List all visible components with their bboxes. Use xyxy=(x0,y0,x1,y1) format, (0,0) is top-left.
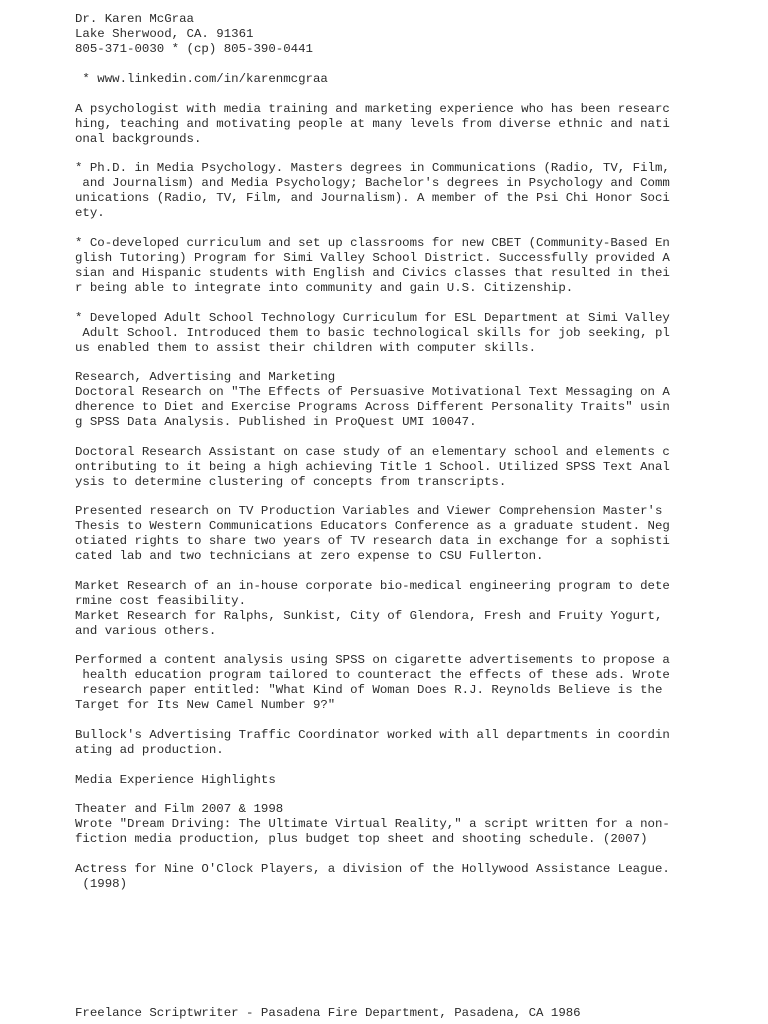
linkedin-line: * www.linkedin.com/in/karenmcgraa xyxy=(75,72,328,86)
summary-paragraph: A psychologist with media training and marketing experience who has been researc hing, teaching and motivating people at many levels from diverse ethnic and nati onal backgrounds. xyxy=(75,102,670,146)
freelance-line: Freelance Scriptwriter - Pasadena Fire Department, Pasadena, CA 1986 xyxy=(75,1006,581,1020)
theater-film-paragraph: Theater and Film 2007 & 1998 Wrote "Dream Driving: The Ultimate Virtual Reality," a script written for a non- fiction media production, plus budget top sheet and shooting schedule. (2007) xyxy=(75,802,670,846)
market-research-paragraph: Market Research of an in-house corporate bio-medical engineering program to dete rmine cost feasibility. Market Research for Ralphs, Sunkist, City of Glendora, Fresh and Fruity Yogurt, and various others. xyxy=(75,579,670,638)
esl-bullet: * Developed Adult School Technology Curriculum for ESL Department at Simi Valley Adult School. Introduced them to basic technological skills for job seeking, pl us enabled them to assist their children with computer skills. xyxy=(75,311,670,355)
content-analysis-paragraph: Performed a content analysis using SPSS on cigarette advertisements to propose a health education program tailored to counteract the effects of these ads. Wrote research paper entitled: "What Kind of Woman Does R.J. Reynolds Believe is the Target for Its New Camel Number 9?" xyxy=(75,653,670,712)
research-assistant-paragraph: Doctoral Research Assistant on case study of an elementary school and elements c ontributing to it being a high achieving Title 1 School. Utilized SPSS Text Anal ysis to determine clustering of concepts from transcripts. xyxy=(75,445,670,489)
cbet-bullet: * Co-developed curriculum and set up classrooms for new CBET (Community-Based En glish Tutoring) Program for Simi Valley School District. Successfully provided A sian and Hispanic students with English and Civics classes that resulted in thei r being able to integrate into community and gain U.S. Citizenship. xyxy=(75,236,670,295)
tv-research-paragraph: Presented research on TV Production Variables and Viewer Comprehension Master's Thesis to Western Communications Educators Conference as a graduate student. Neg otiated rights to share two years of TV research data in exchange for a sophisti cated lab and two technicians at zero expense to CSU Fullerton. xyxy=(75,504,670,563)
actress-paragraph: Actress for Nine O'Clock Players, a division of the Hollywood Assistance League. (1998) xyxy=(75,862,670,891)
education-bullet: * Ph.D. in Media Psychology. Masters degrees in Communications (Radio, TV, Film, and Journalism) and Media Psychology; Bachelor's degrees in Psychology and Comm unications (Radio, TV, Film, and Journalism). A member of the Psi Chi Honor Soci ety. xyxy=(75,161,670,220)
bullocks-paragraph: Bullock's Advertising Traffic Coordinator worked with all departments in coordin ating ad production. xyxy=(75,728,670,757)
media-experience-heading: Media Experience Highlights xyxy=(75,773,276,787)
doctoral-research-section: Research, Advertising and Marketing Doctoral Research on "The Effects of Persuasive Motivational Text Messaging on A dherence to Diet and Exercise Programs Across Different Personality Traits" usin g SPSS Data Analysis. Published in ProQuest UMI 10047. xyxy=(75,370,670,429)
contact-header: Dr. Karen McGraa Lake Sherwood, CA. 91361 805-371-0030 * (cp) 805-390-0441 xyxy=(75,12,313,56)
